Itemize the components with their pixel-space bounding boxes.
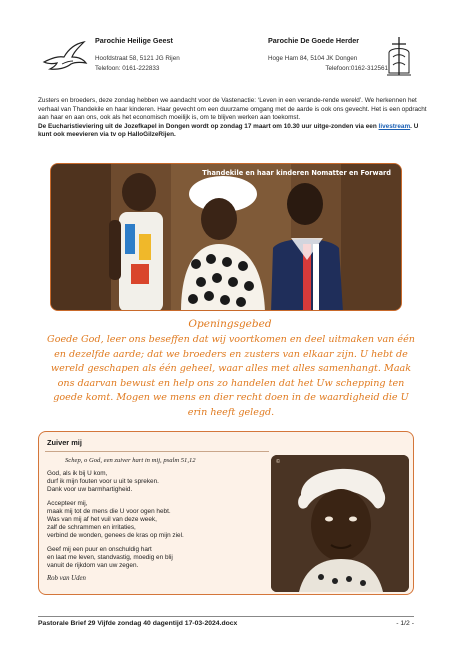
copyright-mark: © <box>276 459 281 465</box>
parish-left-title: Parochie Heilige Geest <box>95 36 173 45</box>
prayer-title: Openingsgebed <box>188 318 272 330</box>
dove-icon <box>42 40 88 74</box>
portrait-illustration <box>271 455 409 592</box>
church-cross-icon <box>384 35 414 77</box>
psalm-stanza-2 <box>47 500 267 541</box>
eucharist-announcement <box>38 123 428 140</box>
psalm-line: Accepteer mij, <box>47 499 88 507</box>
parish-left-header <box>95 36 245 74</box>
footer-filename: Pastorale Brief 29 Vijfde zondag 40 dagentijd 17-03-2024.docx <box>38 620 238 627</box>
prayer-text: Goede God, leer ons beseffen dat wij voortkomen en deel uitmaken van één en dezelfde aarde; dat we broeders en zusters van elkaar zijn. U hebt de wereld geschapen als één geheel, waar alles met alles samenhangt. Maak ons daarvan bewust en help ons zo handelen dat het Uw schepping ten goede komt. Mogen we mens en dier recht doen in de waardigheid die U erin heeft gelegd. <box>47 334 415 418</box>
footer-page-number: - 1/2 - <box>396 620 414 627</box>
parish-left-phone: Telefoon: 0161-222833 <box>95 65 160 72</box>
psalm-line: zalf de schrammen en irritaties, <box>47 524 136 532</box>
psalm-line: Geef mij een puur en onschuldig hart <box>47 545 152 553</box>
footer-divider <box>38 616 414 617</box>
psalm-line: en laat me leven, standvastig, moedig en blij <box>47 553 173 561</box>
psalm-line: Was van mij af het vuil van deze week, <box>47 516 157 524</box>
parish-right-phone: Telefoon:0162-312561 <box>325 65 388 72</box>
woman-portrait <box>271 455 409 592</box>
psalm-stanza-1 <box>47 470 267 495</box>
family-photo-illustration <box>51 164 402 311</box>
photo-caption: Thandekile en haar kinderen Nomatter en Forward <box>202 169 391 177</box>
intro-paragraph: Zusters en broeders, deze zondag hebben we aandacht voor de Vastenactie: ‘Leven in een verande-rende wereld’. We herkennen het verhaal van Thandekile en haar kinderen. Haar gevecht om een duurzame omgang met de aarde is ook ons gevecht. Het is een opdracht aan haar en aan ons, ook als het economisch moeilijk is, om te blijven werken aan toekomst. <box>38 97 427 122</box>
intro-text <box>38 97 428 140</box>
psalm-line: maak mij tot de mens die U voor ogen hebt. <box>47 507 171 515</box>
psalm-line: durf ik mijn fouten voor u uit te spreken. <box>47 478 159 486</box>
livestream-link[interactable]: livestream <box>378 122 411 130</box>
psalm-divider <box>45 451 269 452</box>
family-photo <box>50 163 402 311</box>
psalm-stanza-3 <box>47 546 267 571</box>
eucharist-text-1: De Eucharistieviering uit de Jozefkapel in Dongen wordt op zondag 17 maart om 10.30 uur uitge-zonden via een <box>38 122 379 130</box>
psalm-subtitle: Schep, o God, een zuiver hart in mij, psalm 51,12 <box>65 457 196 464</box>
psalm-box <box>38 431 414 595</box>
parish-right-header <box>268 36 388 74</box>
psalm-body <box>47 470 267 583</box>
psalm-line: verbind de wonden, genees de kras op mijn ziel. <box>47 532 184 540</box>
parish-right-address: Hoge Ham 84, 5104 JK Dongen <box>268 55 358 62</box>
psalm-heading: Zuiver mij <box>47 438 82 447</box>
parish-right-title: Parochie De Goede Herder <box>268 36 360 45</box>
psalm-line: God, als ik bij U kom, <box>47 470 108 477</box>
parish-left-address: Hoofdstraat 58, 5121 JG Rijen <box>95 55 180 62</box>
psalm-line: vanuit de rijkdom van uw zegen. <box>47 562 139 570</box>
psalm-line: Dank voor uw barmhartigheid. <box>47 486 133 494</box>
eucharist-text-2: . U kunt ook meevieren via tv op HalloGilzeRijen. <box>38 122 419 139</box>
psalm-author: Rob van Uden <box>47 575 86 583</box>
